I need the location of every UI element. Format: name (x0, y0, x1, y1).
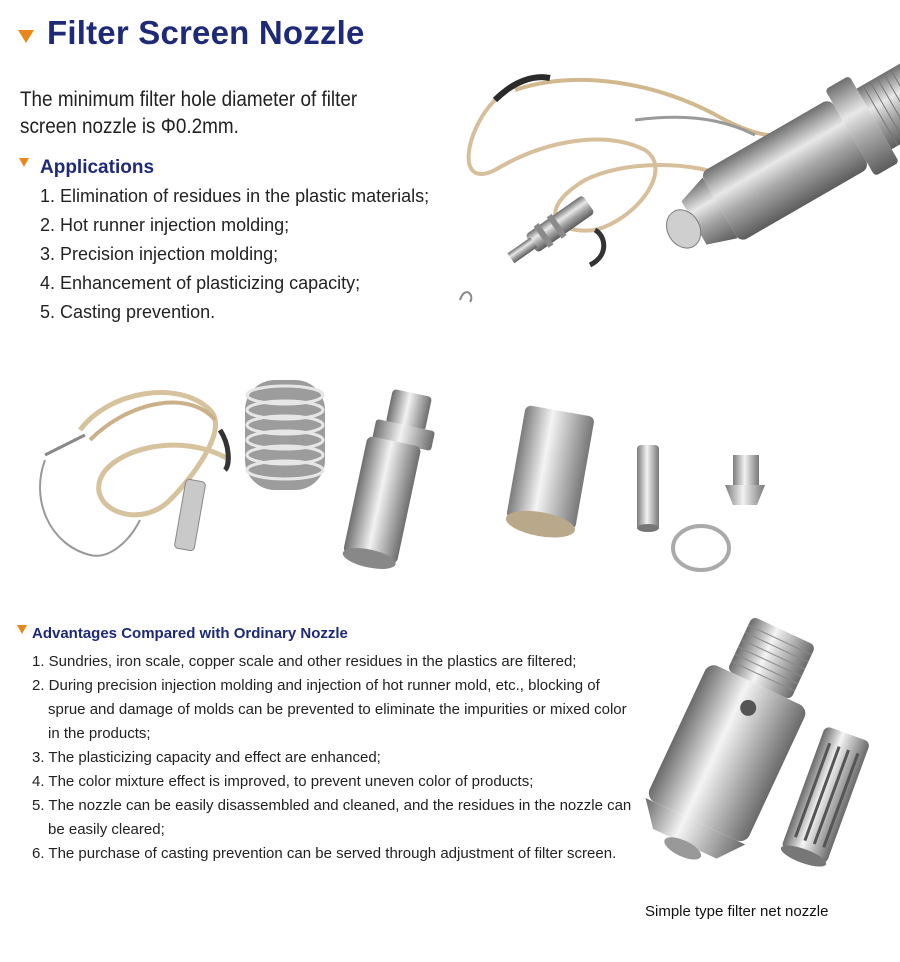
intro-text: The minimum filter hole diameter of filter screen nozzle is Φ0.2mm. (20, 88, 358, 138)
assembled-nozzle-image (455, 60, 875, 320)
list-item: 3. Precision injection molding; (40, 244, 279, 264)
advantages-list (32, 650, 632, 866)
advantages-heading: Advantages Compared with Ordinary Nozzle (32, 625, 348, 642)
filter-and-tip-parts-image (625, 440, 775, 580)
simple-type-nozzle-image (625, 600, 875, 880)
sleeve-part-image (500, 400, 600, 540)
list-item: 1. Sundries, iron scale, copper scale and other residues in the plastics are filtered; (32, 653, 577, 670)
list-item: 2. Hot runner injection molding; (40, 215, 290, 235)
heater-coil (245, 380, 325, 490)
list-item: 4. The color mixture effect is improved, to prevent uneven color of products; (32, 773, 534, 790)
list-item: 2. During precision injection molding and injection of hot runner mold, etc., blocking of sprue and damage of molds can be prevented to eliminate the impurities or mixed color in the products; (32, 677, 627, 742)
nozzle-body-part-image (330, 385, 450, 570)
list-item: 5. The nozzle can be easily disassembled and cleaned, and the residues in the nozzle can be easily cleared; (32, 797, 632, 838)
applications-list (40, 186, 430, 331)
list-item: 5. Casting prevention. (40, 302, 216, 322)
heater-coil-and-cable-image (30, 370, 340, 570)
list-item: 6. The purchase of casting prevention can be served through adjustment of filter screen. (32, 845, 617, 862)
title-bullet-icon (18, 30, 34, 43)
image-caption: Simple type filter net nozzle (645, 903, 829, 920)
list-item: 1. Elimination of residues in the plastic materials; (40, 186, 430, 206)
page-title: Filter Screen Nozzle (47, 14, 365, 51)
applications-heading: Applications (40, 157, 155, 178)
list-item: 4. Enhancement of plasticizing capacity; (40, 273, 361, 293)
list-item: 3. The plasticizing capacity and effect are enhanced; (32, 749, 381, 766)
advantages-bullet-icon (17, 625, 27, 634)
applications-bullet-icon (19, 158, 29, 167)
